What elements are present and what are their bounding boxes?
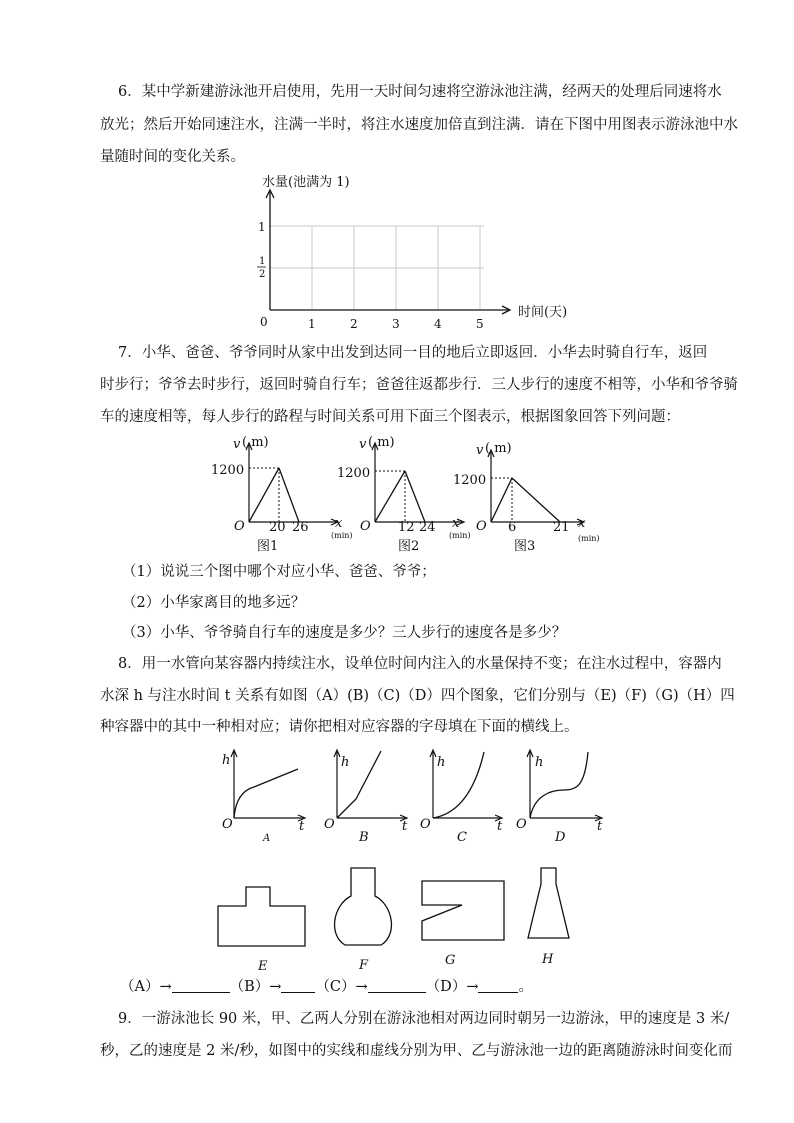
q8-gb-label: B [359, 830, 369, 845]
q8-ga-t: t [299, 819, 305, 834]
q7-g1-unit: ( m) [242, 435, 269, 450]
q7-g1-t1: 20 [269, 520, 286, 535]
q8-line-2: 水深 h 与注水时间 t 关系有如图（A）(B)（C)（D）四个图象，它们分别与（E)（F)（G)（H）四 [100, 688, 735, 704]
q7-g2-o: O [360, 519, 371, 534]
q8-answer-a-label: （A）→ [120, 979, 172, 995]
q8-container-e [218, 887, 305, 946]
q8-ga-h: h [222, 753, 231, 768]
q8-ga-label: A [263, 833, 271, 844]
q6-line-3: 量随时间的变化关系。 [100, 149, 245, 165]
q8-gd-h: h [535, 755, 544, 770]
q6-line-2: 放光；然后开始同速注水，注满一半时，将注水速度加倍直到注满．请在下图中用图表示游泳池中水 [100, 117, 738, 133]
q8-graph-a [222, 750, 305, 844]
q8-label-f: F [359, 958, 369, 973]
q8-container-g [422, 881, 504, 940]
q8-answer-end: 。 [518, 979, 533, 995]
q7-g2-caption: 图2 [398, 539, 420, 554]
q6-xtick-2: 2 [350, 317, 358, 331]
q8-label-e: E [258, 959, 268, 974]
q7-g3-v: v [476, 443, 484, 458]
q7-g3-y: 1200 [453, 473, 487, 488]
q6-xlabel: 时间(天) [518, 305, 568, 320]
q6-xtick-5: 5 [476, 317, 484, 331]
q8-label-g: G [445, 953, 456, 968]
q8-answer-b-label: （B）→ [229, 979, 282, 995]
q8-gb-h: h [341, 755, 350, 770]
q7-g3-caption: 图3 [514, 539, 536, 554]
q8-container-h [528, 868, 569, 938]
q7-g2-v: v [359, 437, 367, 452]
q7-g2-x: x [452, 516, 460, 531]
q6-ytick-1: 1 [258, 220, 266, 234]
q7-g2-t2: 24 [419, 520, 436, 535]
q8-gd-label: D [555, 830, 566, 845]
q7-g2-y: 1200 [337, 466, 371, 481]
q9-line-1: 9．一游泳池长 90 米，甲、乙两人分别在游泳池相对两边同时朝另一边游泳，甲的速度是 3 米/ [118, 1011, 730, 1027]
q6-half-denominator: 2 [259, 269, 266, 280]
q7-line-1: 7．小华、爸爸、爷爷同时从家中出发到达同一目的地后立即返回．小华去时骑自行车，返回 [118, 345, 708, 361]
q8-answer-b-blank[interactable] [281, 978, 315, 993]
q6-xtick-3: 3 [392, 317, 400, 331]
q8-gd-o: O [516, 817, 527, 832]
q8-label-h: H [542, 952, 554, 967]
q8-line-1: 8．用一水管向某容器内持续注水，设单位时间内注入的水量保持不变；在注水过程中，容器内 [118, 656, 722, 672]
q7-g1-o: O [234, 519, 245, 534]
q7-g1-xunit: (min) [331, 531, 353, 540]
q8-gd-t: t [597, 819, 603, 834]
q7-g3-o: O [476, 519, 487, 534]
q6-line-1: 6．某中学新建游泳池开启使用，先用一天时间匀速将空游泳池注满，经两天的处理后同速将水 [118, 84, 722, 100]
q8-answer-c-label: （C）→ [315, 979, 368, 995]
q7-g3-t1: 6 [508, 520, 517, 535]
q8-graph-c [420, 750, 503, 845]
q7-sub-2: （2）小华家离目的地多远？ [122, 595, 306, 611]
q7-g2-t1: 12 [398, 520, 415, 535]
q6-ylabel: 水量(池满为 1) [262, 175, 350, 190]
q7-sub-1: （1）说说三个图中哪个对应小华、爸爸、爷爷； [122, 564, 436, 580]
q6-xtick-4: 4 [434, 317, 442, 331]
q6-origin: 0 [260, 315, 268, 329]
q6-xtick-1: 1 [308, 317, 316, 331]
q8-gb-o: O [324, 817, 335, 832]
q7-g3-xunit: (min) [578, 534, 600, 543]
q8-answer-d-label: （D）→ [425, 979, 479, 995]
q8-graph-d [516, 750, 603, 845]
q8-answer-c-blank[interactable] [368, 978, 426, 993]
q8-graph-b [324, 750, 408, 845]
q9-line-2: 秒，乙的速度是 2 米/秒，如图中的实线和虚线分别为甲、乙与游泳池一边的距离随游泳时间变化而 [100, 1043, 733, 1059]
q8-line-3: 种容器中的其中一种相对应；请你把相对应容器的字母填在下面的横线上。 [100, 719, 579, 735]
q8-answer-d-blank[interactable] [478, 978, 518, 993]
q7-g1-t2: 26 [292, 520, 309, 535]
q8-answer-a-blank[interactable] [172, 978, 230, 993]
q8-gc-t: t [497, 819, 503, 834]
q6-half-numerator: 1 [259, 256, 266, 267]
q8-gc-label: C [457, 830, 467, 845]
q7-g2-unit: ( m) [368, 435, 395, 450]
q7-g1-y: 1200 [211, 463, 245, 478]
q7-line-2: 时步行；爷爷去时步行，返回时骑自行车；爸爸往返都步行．三人步行的速度不相等，小华和爷爷骑 [100, 377, 738, 393]
q7-sub-3: （3）小华、爷爷骑自行车的速度是多少？三人步行的速度各是多少？ [122, 625, 567, 641]
q7-g3-x: x [578, 516, 586, 531]
q7-line-3: 车的速度相等，每人步行的路程与时间关系可用下面三个图表示，根据图象回答下列问题： [100, 409, 680, 425]
q8-container-f [335, 868, 392, 945]
q7-g1-caption: 图1 [257, 539, 279, 554]
q7-g2-xunit: (min) [449, 531, 471, 540]
q7-g3-unit: ( m) [485, 441, 512, 456]
q8-gc-h: h [437, 755, 446, 770]
q8-ga-o: O [222, 817, 233, 832]
q7-g1-x: x [335, 516, 343, 531]
q8-gc-o: O [420, 817, 431, 832]
q8-gb-t: t [402, 819, 408, 834]
q7-g3-t2: 21 [553, 520, 570, 535]
q7-g1-v: v [233, 437, 241, 452]
